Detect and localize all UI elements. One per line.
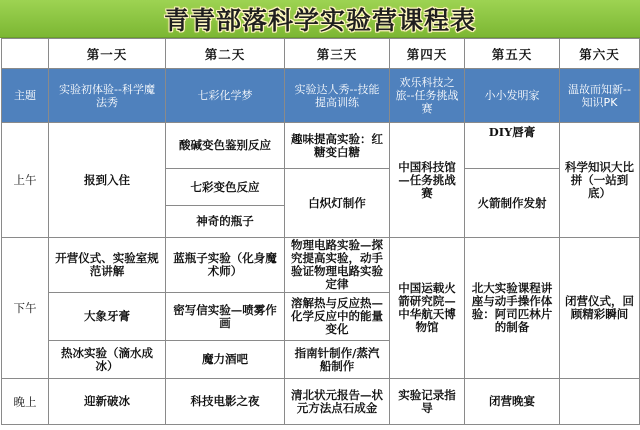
theme-cell-day2: 七彩化学梦 [166,69,285,123]
schedule-cell-afternoon-day1-slot2: 大象牙膏 [49,293,166,341]
schedule-cell-evening-day5: 闭营晚宴 [465,379,560,425]
day-header-day4: 第四天 [390,39,465,69]
schedule-cell-morning-day3-slot1: 趣味提高实验：红糖变白糖 [285,123,390,169]
schedule-cell-afternoon-day2-slot2: 密写信实验—喷雾作画 [166,293,285,341]
schedule-cell-afternoon-day4: 中国运载火箭研究院—中华航天博物馆 [390,238,465,379]
schedule-cell-morning-day2-slot1: 酸碱变色鉴别反应 [166,123,285,169]
schedule-cell-morning-day1: 报到入住 [49,123,166,238]
schedule-cell-evening-day3: 清北状元报告—状元方法点石成金 [285,379,390,425]
day-header-day1: 第一天 [49,39,166,69]
day-header-day6: 第六天 [560,39,640,69]
schedule-cell-morning-day3-slot2: 白炽灯制作 [285,169,390,238]
schedule-cell-afternoon-day1-slot3: 热冰实验（滴水成冰） [49,341,166,379]
day-header-day2: 第二天 [166,39,285,69]
title-band [0,0,640,38]
schedule-cell-afternoon-day2-slot3: 魔力酒吧 [166,341,285,379]
period-label-afternoon: 下午 [2,238,49,379]
schedule-cell-afternoon-day3-slot1: 物理电路实验—探究提高实验，动手验证物理电路实验定律 [285,238,390,293]
schedule-cell-afternoon-day1-slot1: 开营仪式、实验室规范讲解 [49,238,166,293]
theme-cell-day3: 实验达人秀--技能提高训练 [285,69,390,123]
schedule-cell-evening-day6-empty [560,379,640,425]
page-title: 青青部落科学实验营课程表 [163,5,476,35]
evening-row [2,379,640,425]
schedule-cell-evening-day1: 迎新破冰 [49,379,166,425]
schedule-cell-morning-day6: 科学知识大比拼（一站到底） [560,123,640,238]
theme-cell-day1: 实验初体验--科学魔法秀 [49,69,166,123]
day-header-day5: 第五天 [465,39,560,69]
schedule-cell-evening-day4: 实验记录指导 [390,379,465,425]
day-header-row [2,39,640,69]
schedule-cell-morning-day2-slot3: 神奇的瓶子 [166,206,285,238]
schedule-cell-afternoon-day5: 北大实验课程讲座与动手操作体验：阿司匹林片的制备 [465,238,560,379]
theme-label: 主题 [2,69,49,123]
schedule-cell-morning-day5-slot1: DIY唇膏 [465,123,560,169]
schedule-cell-afternoon-day2-slot1: 蓝瓶子实验（化身魔术师） [166,238,285,293]
schedule-cell-morning-day2-slot2: 七彩变色反应 [166,169,285,206]
schedule-cell-afternoon-day6: 闭营仪式，回顾精彩瞬间 [560,238,640,379]
theme-cell-day6: 温故而知新--知识PK [560,69,640,123]
schedule-cell-afternoon-day3-slot3: 指南针制作/蒸汽船制作 [285,341,390,379]
schedule-cell-morning-day5-slot2: 火箭制作发射 [465,169,560,238]
theme-cell-day5: 小小发明家 [465,69,560,123]
schedule-cell-morning-day4: 中国科技馆—任务挑战赛 [390,123,465,238]
morning-row-1 [2,123,640,169]
theme-cell-day4: 欢乐科技之旅--任务挑战赛 [390,69,465,123]
afternoon-row-1 [2,238,640,293]
corner-cell [2,39,49,69]
schedule-cell-afternoon-day3-slot2: 溶解热与反应热—化学反应中的能量变化 [285,293,390,341]
schedule-cell-evening-day2: 科技电影之夜 [166,379,285,425]
theme-row [2,69,640,123]
period-label-evening: 晚上 [2,379,49,425]
period-label-morning: 上午 [2,123,49,238]
schedule-table [1,38,640,425]
day-header-day3: 第三天 [285,39,390,69]
